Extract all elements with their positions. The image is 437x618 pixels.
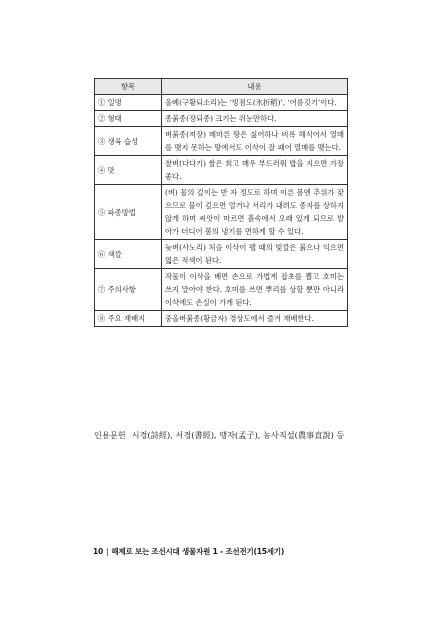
page-footer xyxy=(93,546,284,557)
table-row xyxy=(95,95,348,111)
row-content: 벼붉종(저장) 메마른 땅은 싫어하나 비록 해식어서 열매를 맺지 못하는 땅에서도 이삭이 잘 패어 열매를 맺는다. xyxy=(162,127,348,156)
items-table-container xyxy=(94,78,348,327)
items-table xyxy=(94,78,348,327)
row-content: 찰벼(다다기) 쌀은 희고 매우 부드러워 밥을 지으면 가장 좋다. xyxy=(162,156,348,185)
row-label: ⑦ 주의사항 xyxy=(95,269,162,311)
footer-separator: | xyxy=(106,547,109,556)
row-label: ⑤ 파종방법 xyxy=(95,185,162,240)
row-label: ⑧ 주요 재배지 xyxy=(95,311,162,327)
row-content: 늦벼(사노리) 처음 이삭이 팰 때의 빛깔은 붉으나 익으면 엷은 적색이 된다. xyxy=(162,240,348,269)
row-label: ② 형태 xyxy=(95,111,162,127)
table-row xyxy=(95,311,348,327)
references-label: 인용문헌 xyxy=(94,430,126,440)
row-label: ③ 생육 습성 xyxy=(95,127,162,156)
row-content: 올베(구황되소리)는 ‘빙점도(氷折稻)’, ‘어름깃기’이다. xyxy=(162,95,348,111)
table-row xyxy=(95,185,348,240)
row-content: 중올벼붉종(황금자) 경상도에서 즐겨 재배한다. xyxy=(162,311,348,327)
references-paragraph xyxy=(94,427,354,444)
header-content: 내용 xyxy=(162,79,348,95)
row-content: 종붉종(장되종) 크기는 쥐눈만하다. xyxy=(162,111,348,127)
table-row xyxy=(95,156,348,185)
table-row xyxy=(95,111,348,127)
header-item: 항목 xyxy=(95,79,162,95)
row-label: ① 일명 xyxy=(95,95,162,111)
row-content: (벼) 물의 깊이는 반 자 정도로 하며 이른 봄엔 추위가 잦으므로 물이 깊으면 얼거나 서리가 내려도 종자를 상하지 않게 하며 씨앗이 마르면 흙속에서 오래 있게 되므로 발아가 더디어 봄의 냉기를 면하게 할 수 있다. xyxy=(162,185,348,240)
page-number: 10 xyxy=(93,547,104,556)
row-label: ④ 맛 xyxy=(95,156,162,185)
row-label: ⑥ 색깔 xyxy=(95,240,162,269)
table-row xyxy=(95,240,348,269)
references-text: 시경(詩經), 서경(書經), 맹자(孟子), 농사직설(農事直說) 등 xyxy=(131,430,345,440)
book-title: 해제로 보는 조선시대 생물자원 1 - 조선전기(15세기) xyxy=(111,547,285,556)
row-content: 작물이 이삭을 배면 손으로 가볍게 잡초를 뽑고 호미는 쓰지 말아야 한다. 호미를 쓰면 뿌리를 상할 뿐만 아니라 이삭에도 손실이 가게 된다. xyxy=(162,269,348,311)
table-row xyxy=(95,269,348,311)
table-header-row xyxy=(95,79,348,95)
table-row xyxy=(95,127,348,156)
